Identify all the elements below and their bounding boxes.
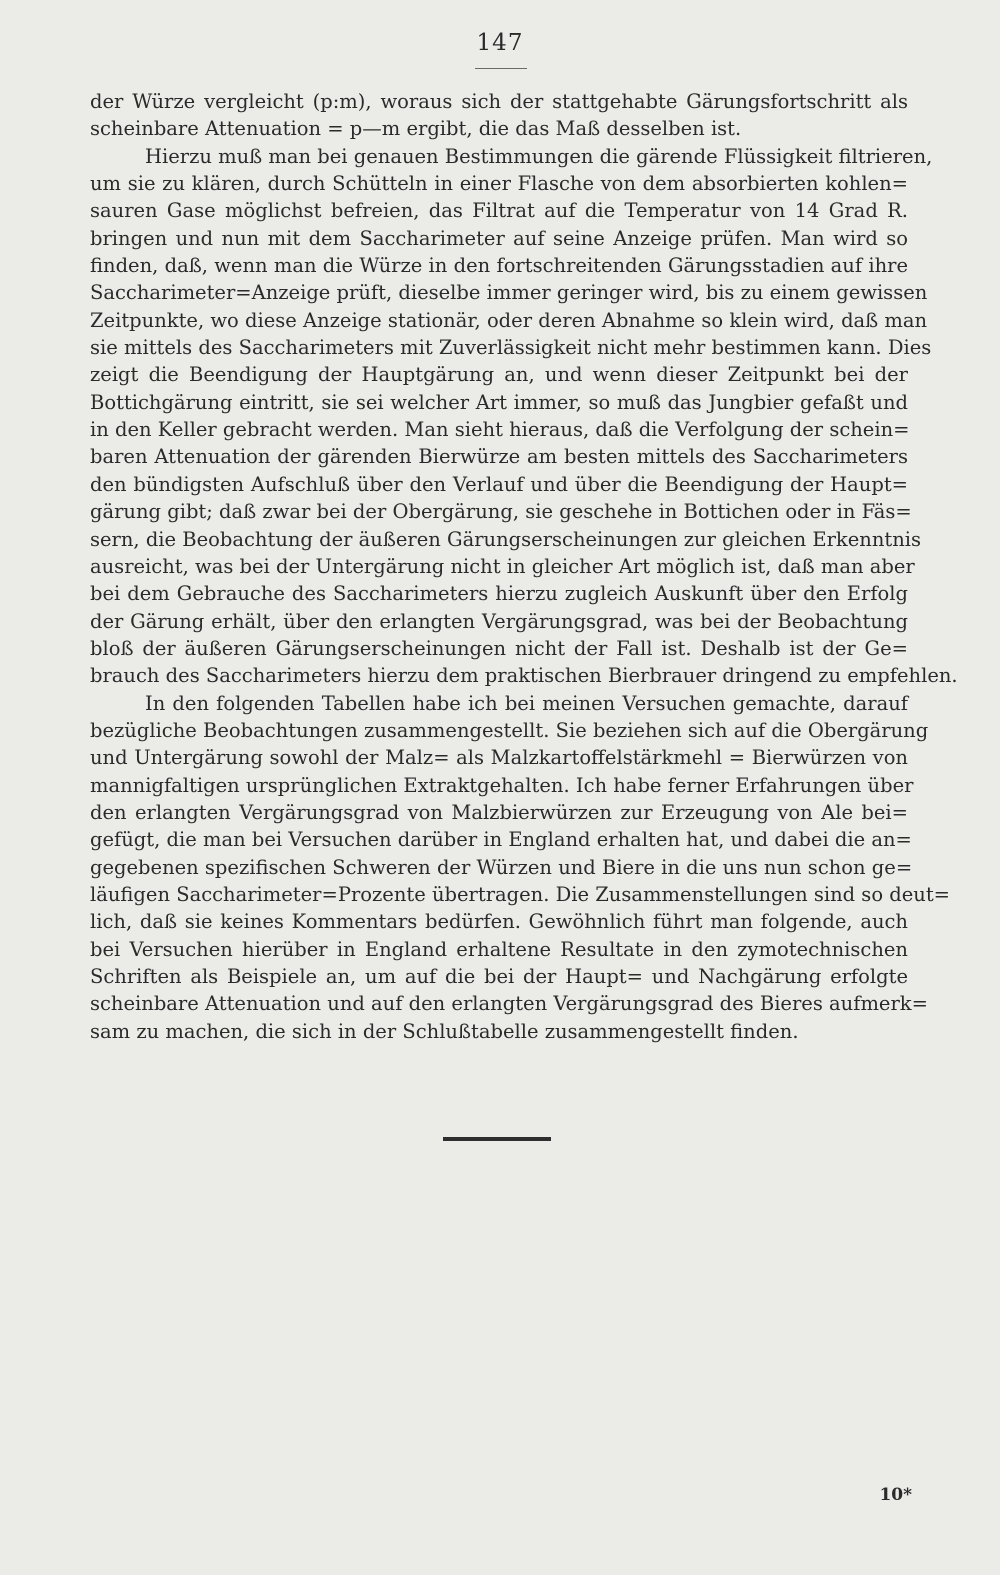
- text-line: In den folgenden Tabellen habe ich bei meinen Versuchen gemachte, darauf: [145, 691, 908, 715]
- text-line: bloß der äußeren Gärungserscheinungen nicht der Fall ist. Deshalb ist der Ge=: [90, 636, 908, 660]
- page-number-underline: [475, 68, 527, 69]
- text-line: gärung gibt; daß zwar bei der Obergärung, sie geschehe in Bottichen oder in Fäs=: [90, 500, 912, 524]
- text-line: in den Keller gebracht werden. Man sieht hieraus, daß die Verfolgung der schein=: [90, 418, 910, 442]
- signature-mark: 10*: [879, 1485, 912, 1505]
- text-line: Schriften als Beispiele an, um auf die bei der Haupt= und Nachgärung erfolgte: [90, 965, 908, 988]
- text-line: bringen und nun mit dem Saccharimeter auf seine Anzeige prüfen. Man wird so: [90, 226, 908, 250]
- text-line: mannigfaltigen ursprünglichen Extraktgehalten. Ich habe ferner Erfahrungen über: [90, 773, 914, 797]
- text-line: scheinbare Attenuation und auf den erlangten Vergärungsgrad des Bieres aufmerk=: [90, 992, 928, 1016]
- text-line: Bottichgärung eintritt, sie sei welcher Art immer, so muß das Jungbier gefaßt und: [90, 390, 908, 414]
- text-line: läufigen Saccharimeter=Prozente übertragen. Die Zusammenstellungen sind so deut=: [90, 882, 951, 906]
- text-line: Zeitpunkte, wo diese Anzeige stationär, oder deren Abnahme so klein wird, daß man: [90, 308, 928, 332]
- page-number: 147: [476, 30, 524, 56]
- text-line: scheinbare Attenuation = p—m ergibt, die das Maß desselben ist.: [90, 117, 742, 141]
- text-line: sauren Gase möglichst befreien, das Filtrat auf die Temperatur von 14 Grad R.: [90, 199, 908, 223]
- text-line: Saccharimeter=Anzeige prüft, dieselbe immer geringer wird, bis zu einem gewissen: [90, 281, 928, 305]
- text-line: bei Versuchen hierüber in England erhaltene Resultate in den zymotechnischen: [90, 937, 908, 961]
- section-end-rule: [443, 1137, 551, 1141]
- text-line: bezügliche Beobachtungen zusammengestellt. Sie beziehen sich auf die Obergärung: [90, 718, 929, 742]
- text-line: ausreicht, was bei der Untergärung nicht in gleicher Art möglich ist, daß man aber: [90, 554, 915, 578]
- text-line: den erlangten Vergärungsgrad von Malzbierwürzen zur Erzeugung von Ale bei=: [90, 800, 908, 824]
- text-line: und Untergärung sowohl der Malz= als Malzkartoffelstärkmehl = Bierwürzen von: [90, 746, 908, 770]
- body-text: [90, 88, 958, 1045]
- text-line: sie mittels des Saccharimeters mit Zuverlässigkeit nicht mehr bestimmen kann. Dies: [90, 336, 932, 360]
- text-line: lich, daß sie keines Kommentars bedürfen. Gewöhnlich führt man folgende, auch: [90, 910, 908, 934]
- text-line: um sie zu klären, durch Schütteln in einer Flasche von dem absorbierten kohlen=: [90, 172, 908, 196]
- text-line: sam zu machen, die sich in der Schlußtabelle zusammengestellt finden.: [90, 1019, 799, 1043]
- text-line: der Würze vergleicht (p:m), woraus sich der stattgehabte Gärungsfortschritt als: [90, 90, 908, 113]
- text-line: finden, daß, wenn man die Würze in den fortschreitenden Gärungsstadien auf ihre: [90, 254, 908, 278]
- text-line: gegebenen spezifischen Schweren der Würzen und Biere in die uns nun schon ge=: [90, 855, 913, 879]
- text-line: gefügt, die man bei Versuchen darüber in England erhalten hat, und dabei die an=: [90, 828, 912, 852]
- text-line: sern, die Beobachtung der äußeren Gärungserscheinungen zur gleichen Erkenntnis: [90, 527, 922, 551]
- text-line: bei dem Gebrauche des Saccharimeters hierzu zugleich Auskunft über den Erfolg: [90, 582, 908, 606]
- text-line: zeigt die Beendigung der Hauptgärung an, und wenn dieser Zeitpunkt bei der: [90, 363, 908, 387]
- text-line: brauch des Saccharimeters hierzu dem praktischen Bierbrauer dringend zu empfehlen.: [90, 664, 958, 688]
- text-line: Hierzu muß man bei genauen Bestimmungen die gärende Flüssigkeit filtrieren,: [145, 144, 933, 168]
- text-line: der Gärung erhält, über den erlangten Vergärungsgrad, was bei der Beobachtung: [90, 609, 908, 633]
- text-line: baren Attenuation der gärenden Bierwürze am besten mittels des Saccharimeters: [90, 445, 908, 469]
- text-line: den bündigsten Aufschluß über den Verlauf und über die Beendigung der Haupt=: [90, 472, 908, 496]
